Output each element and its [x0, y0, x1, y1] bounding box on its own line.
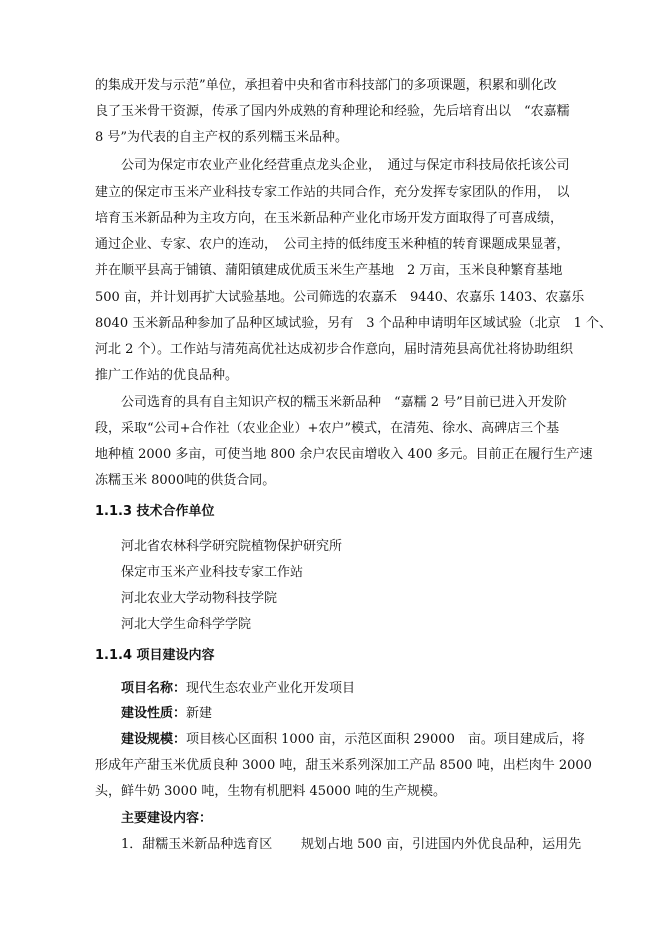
cooperation-unit-3: 河北农业大学动物科技学院 [121, 591, 278, 606]
construction-scale-line-1: 项目核心区面积 1000 亩，示范区面积 29000 亩。项目建成后，将 [186, 732, 585, 747]
construction-scale-row [121, 732, 585, 748]
main-content-label: 主要建设内容： [121, 811, 213, 826]
item-1-title: 1．甜糯玉米新品种选育区 [121, 837, 273, 852]
para3-line-4: 冻糯玉米 8000吨的供货合同。 [95, 473, 276, 488]
para2-line-7: 8040 玉米新品种参加了品种区域试验，另有 3 个品种申请明年区域试验（北京 1 个、 [95, 316, 613, 331]
construction-scale-line-3: 头，鲜牛奶 3000 吨，生物有机肥料 45000 吨的生产规模。 [95, 784, 446, 799]
construction-nature-label: 建设性质： [121, 706, 187, 721]
section-113-heading: 1.1.3 技术合作单位 [95, 504, 215, 519]
para1-line-2: 良了玉米骨干资源，传承了国内外成熟的育种理论和经验，先后培育出以 “农嘉糯 [95, 104, 570, 119]
construction-scale-label: 建设规模： [121, 732, 187, 747]
item-1-text: 规划占地 500 亩，引进国内外优良品种，运用先 [301, 837, 582, 852]
project-name-value: 现代生态农业产业化开发项目 [186, 681, 356, 696]
cooperation-unit-4: 河北大学生命科学学院 [121, 617, 252, 632]
para3-line-2: 段，采取“公司+合作社（农业企业）+农户”模式，在清苑、徐水、高碑店三个基 [95, 421, 560, 436]
para2-line-8: 河北 2 个）。工作站与清苑高优社达成初步合作意向，届时清苑县高优社将协助组织 [95, 342, 574, 357]
para1-line-1: 的集成开发与示范”单位，承担着中央和省市科技部门的多项课题，积累和驯化改 [95, 78, 557, 93]
para3-line-3: 地种植 2000 多亩，可使当地 800 余户农民亩增收入 400 多元。目前正在履行生产速 [95, 447, 593, 462]
para2-line-1: 公司为保定市农业产业化经营重点龙头企业， 通过与保定市科技局依托该公司 [121, 158, 570, 173]
project-name-label: 项目名称： [121, 681, 187, 696]
para2-line-5: 并在顺平县高于铺镇、蒲阳镇建成优质玉米生产基地 2 万亩，玉米良种繁育基地 [95, 263, 563, 278]
para2-line-3: 培育玉米新品种为主攻方向，在玉米新品种产业化市场开发方面取得了可喜成绩， [95, 211, 564, 226]
para3-line-1: 公司选育的具有自主知识产权的糯玉米新品种 “嘉糯 2 号”目前已进入开发阶 [121, 395, 567, 410]
para2-line-2: 建立的保定市玉米产业科技专家工作站的共同合作，充分发挥专家团队的作用， 以 [95, 185, 570, 200]
project-name-row [121, 681, 355, 697]
construction-nature-value: 新建 [186, 706, 213, 721]
construction-nature-row [121, 706, 212, 722]
cooperation-unit-1: 河北省农林科学研究院植物保护研究所 [121, 539, 343, 554]
construction-scale-line-2: 形成年产甜玉米优质良种 3000 吨，甜玉米系列深加工产品 8500 吨，出栏肉牛 2000 [95, 758, 592, 773]
para2-line-6: 500 亩，并计划再扩大试验基地。公司筛选的农嘉禾 9440、农嘉乐 1403、农嘉乐 [95, 290, 585, 305]
para2-line-4: 通过企业、专家、农户的连动， 公司主持的低纬度玉米种植的转育课题成果显著， [95, 237, 570, 252]
para1-line-3: 8 号”为代表的自主产权的系列糯玉米品种。 [95, 130, 349, 145]
para2-line-9: 推广工作站的优良品种。 [95, 368, 239, 383]
section-114-heading: 1.1.4 项目建设内容 [95, 648, 215, 663]
cooperation-unit-2: 保定市玉米产业科技专家工作站 [121, 565, 304, 580]
